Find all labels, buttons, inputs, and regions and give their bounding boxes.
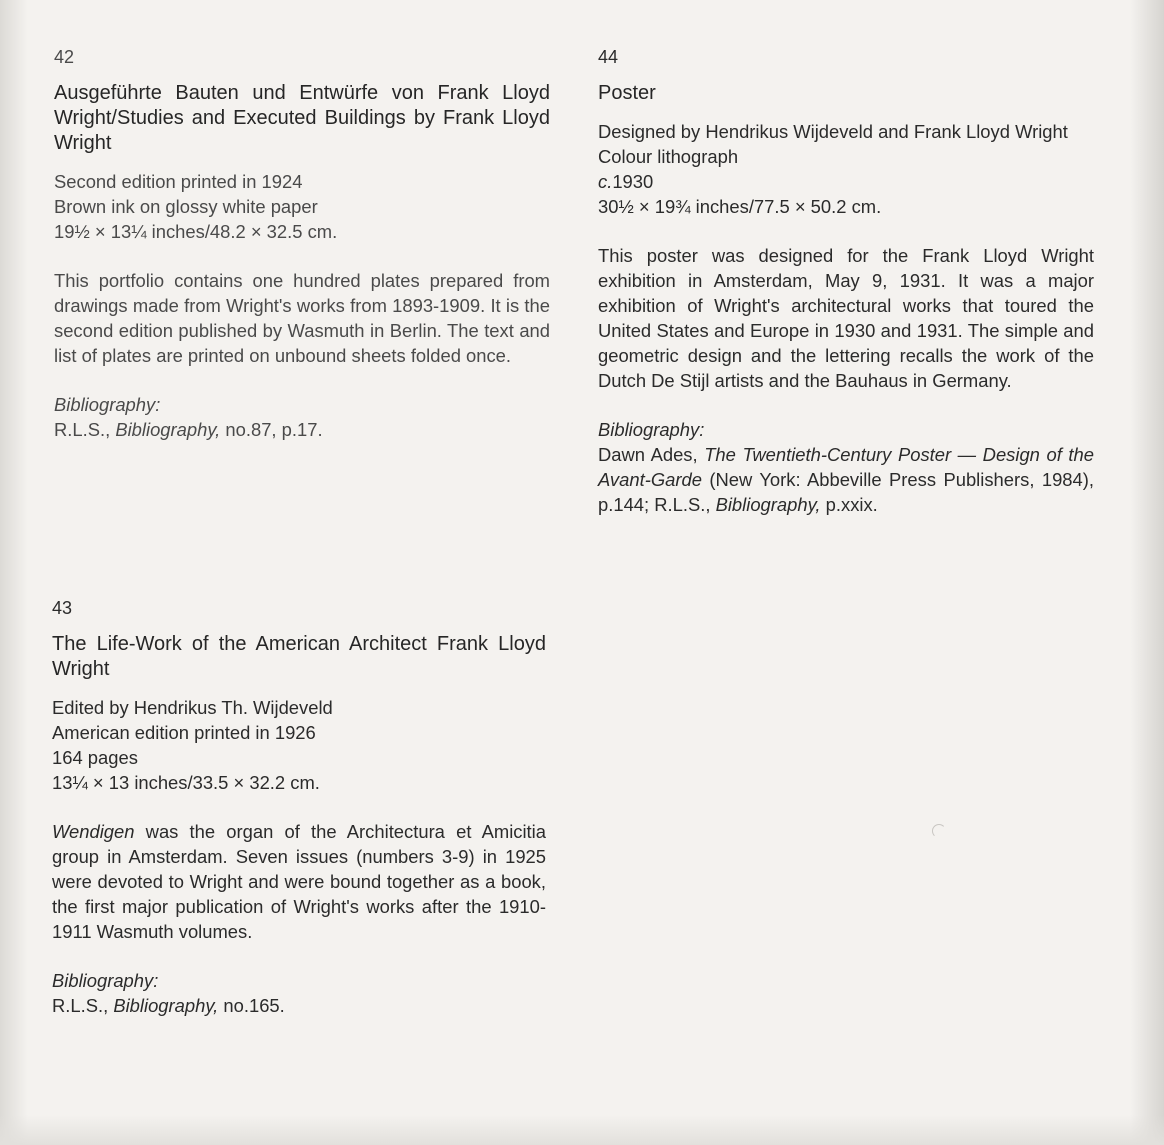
entry-number: 44 [598,47,619,67]
bib-title-2: Bibliography, [715,494,821,515]
detail-line: American edition printed in 1926 [52,722,316,743]
circa-mark: c. [598,171,613,192]
bib-title: The Twentieth-Century Poster — Design of the Avant-Garde [598,444,1094,490]
detail-line: Edited by Hendrikus Th. Wijdeveld [52,697,333,718]
bib-ref: no.87, p.17. [220,419,323,440]
entry-details [598,119,1094,219]
entry-details [52,695,546,795]
bibliography-text [598,442,1094,517]
bib-author: R.L.S., [54,419,116,440]
detail-line [598,169,1094,194]
entry-number: 43 [52,598,73,618]
bib-author: R.L.S., [52,995,114,1016]
page-edge-shadow [1130,0,1164,1145]
bib-title: Bibliography, [115,419,221,440]
bib-ref: p.xxix. [820,494,878,515]
date-value: 1930 [612,171,654,192]
entry-description [52,819,546,944]
bib-publisher: (New York: Abbeville Press Publishers, 1984), p.144; R.L.S., [598,469,1094,515]
detail-line: 30½ × 19¾ inches/77.5 × 50.2 cm. [598,196,882,217]
detail-line: Colour lithograph [598,146,739,167]
bib-author: Dawn Ades, [598,444,705,465]
bibliography-label: Bibliography: [52,970,159,991]
entry-title: Ausgeführte Bauten und Entwürfe von Frank Lloyd Wright/Studies and Executed Buildings by Frank Lloyd Wright [54,82,550,154]
entry-title: The Life-Work of the American Architect Frank Lloyd Wright [52,633,546,680]
entry-details [54,169,550,244]
entry-title: Poster [598,82,656,104]
bib-title: Bibliography, [113,995,219,1016]
page-gutter-shadow [0,0,28,1145]
bibliography-label: Bibliography: [598,419,705,440]
catalog-entry-44 [598,45,1094,517]
description-text: was the organ of the Architectura et Amicitia group in Amsterdam. Seven issues (numbers 3-9) in 1925 were devoted to Wright and were bound together as a book, the first major publication of Wright's works after the 1910-1911 Wasmuth volumes. [52,821,546,942]
bibliography-text [54,417,550,442]
entry-description: This poster was designed for the Frank Lloyd Wright exhibition in Amsterdam, May 9, 1931. It was a major exhibition of Wright's architectural works that toured the United States and Europe in 1930 and 1931. The simple and geometric design and the lettering recalls the work of the Dutch De Stijl artists and the Bauhaus in Germany. [598,245,1094,391]
catalog-entry-42 [54,45,550,442]
detail-line: Designed by Hendrikus Wijdeveld and Frank Lloyd Wright [598,121,1068,142]
bibliography-text [52,993,546,1018]
entry-description: This portfolio contains one hundred plates prepared from drawings made from Wright's works from 1893-1909. It is the second edition published by Wasmuth in Berlin. The text and list of plates are printed on unbound sheets folded once. [54,270,550,366]
detail-line: 164 pages [52,747,138,768]
bibliography-label: Bibliography: [54,394,161,415]
detail-line: Second edition printed in 1924 [54,171,303,192]
catalog-entry-43 [52,596,546,1018]
detail-line: 19½ × 13¼ inches/48.2 × 32.5 cm. [54,221,338,242]
publication-name: Wendigen [52,821,135,842]
bib-ref: no.165. [218,995,285,1016]
page-bottom-shadow [0,1115,1164,1145]
detail-line: 13¼ × 13 inches/33.5 × 32.2 cm. [52,772,320,793]
entry-number: 42 [54,47,75,67]
detail-line: Brown ink on glossy white paper [54,196,318,217]
paper-speck [932,824,946,838]
